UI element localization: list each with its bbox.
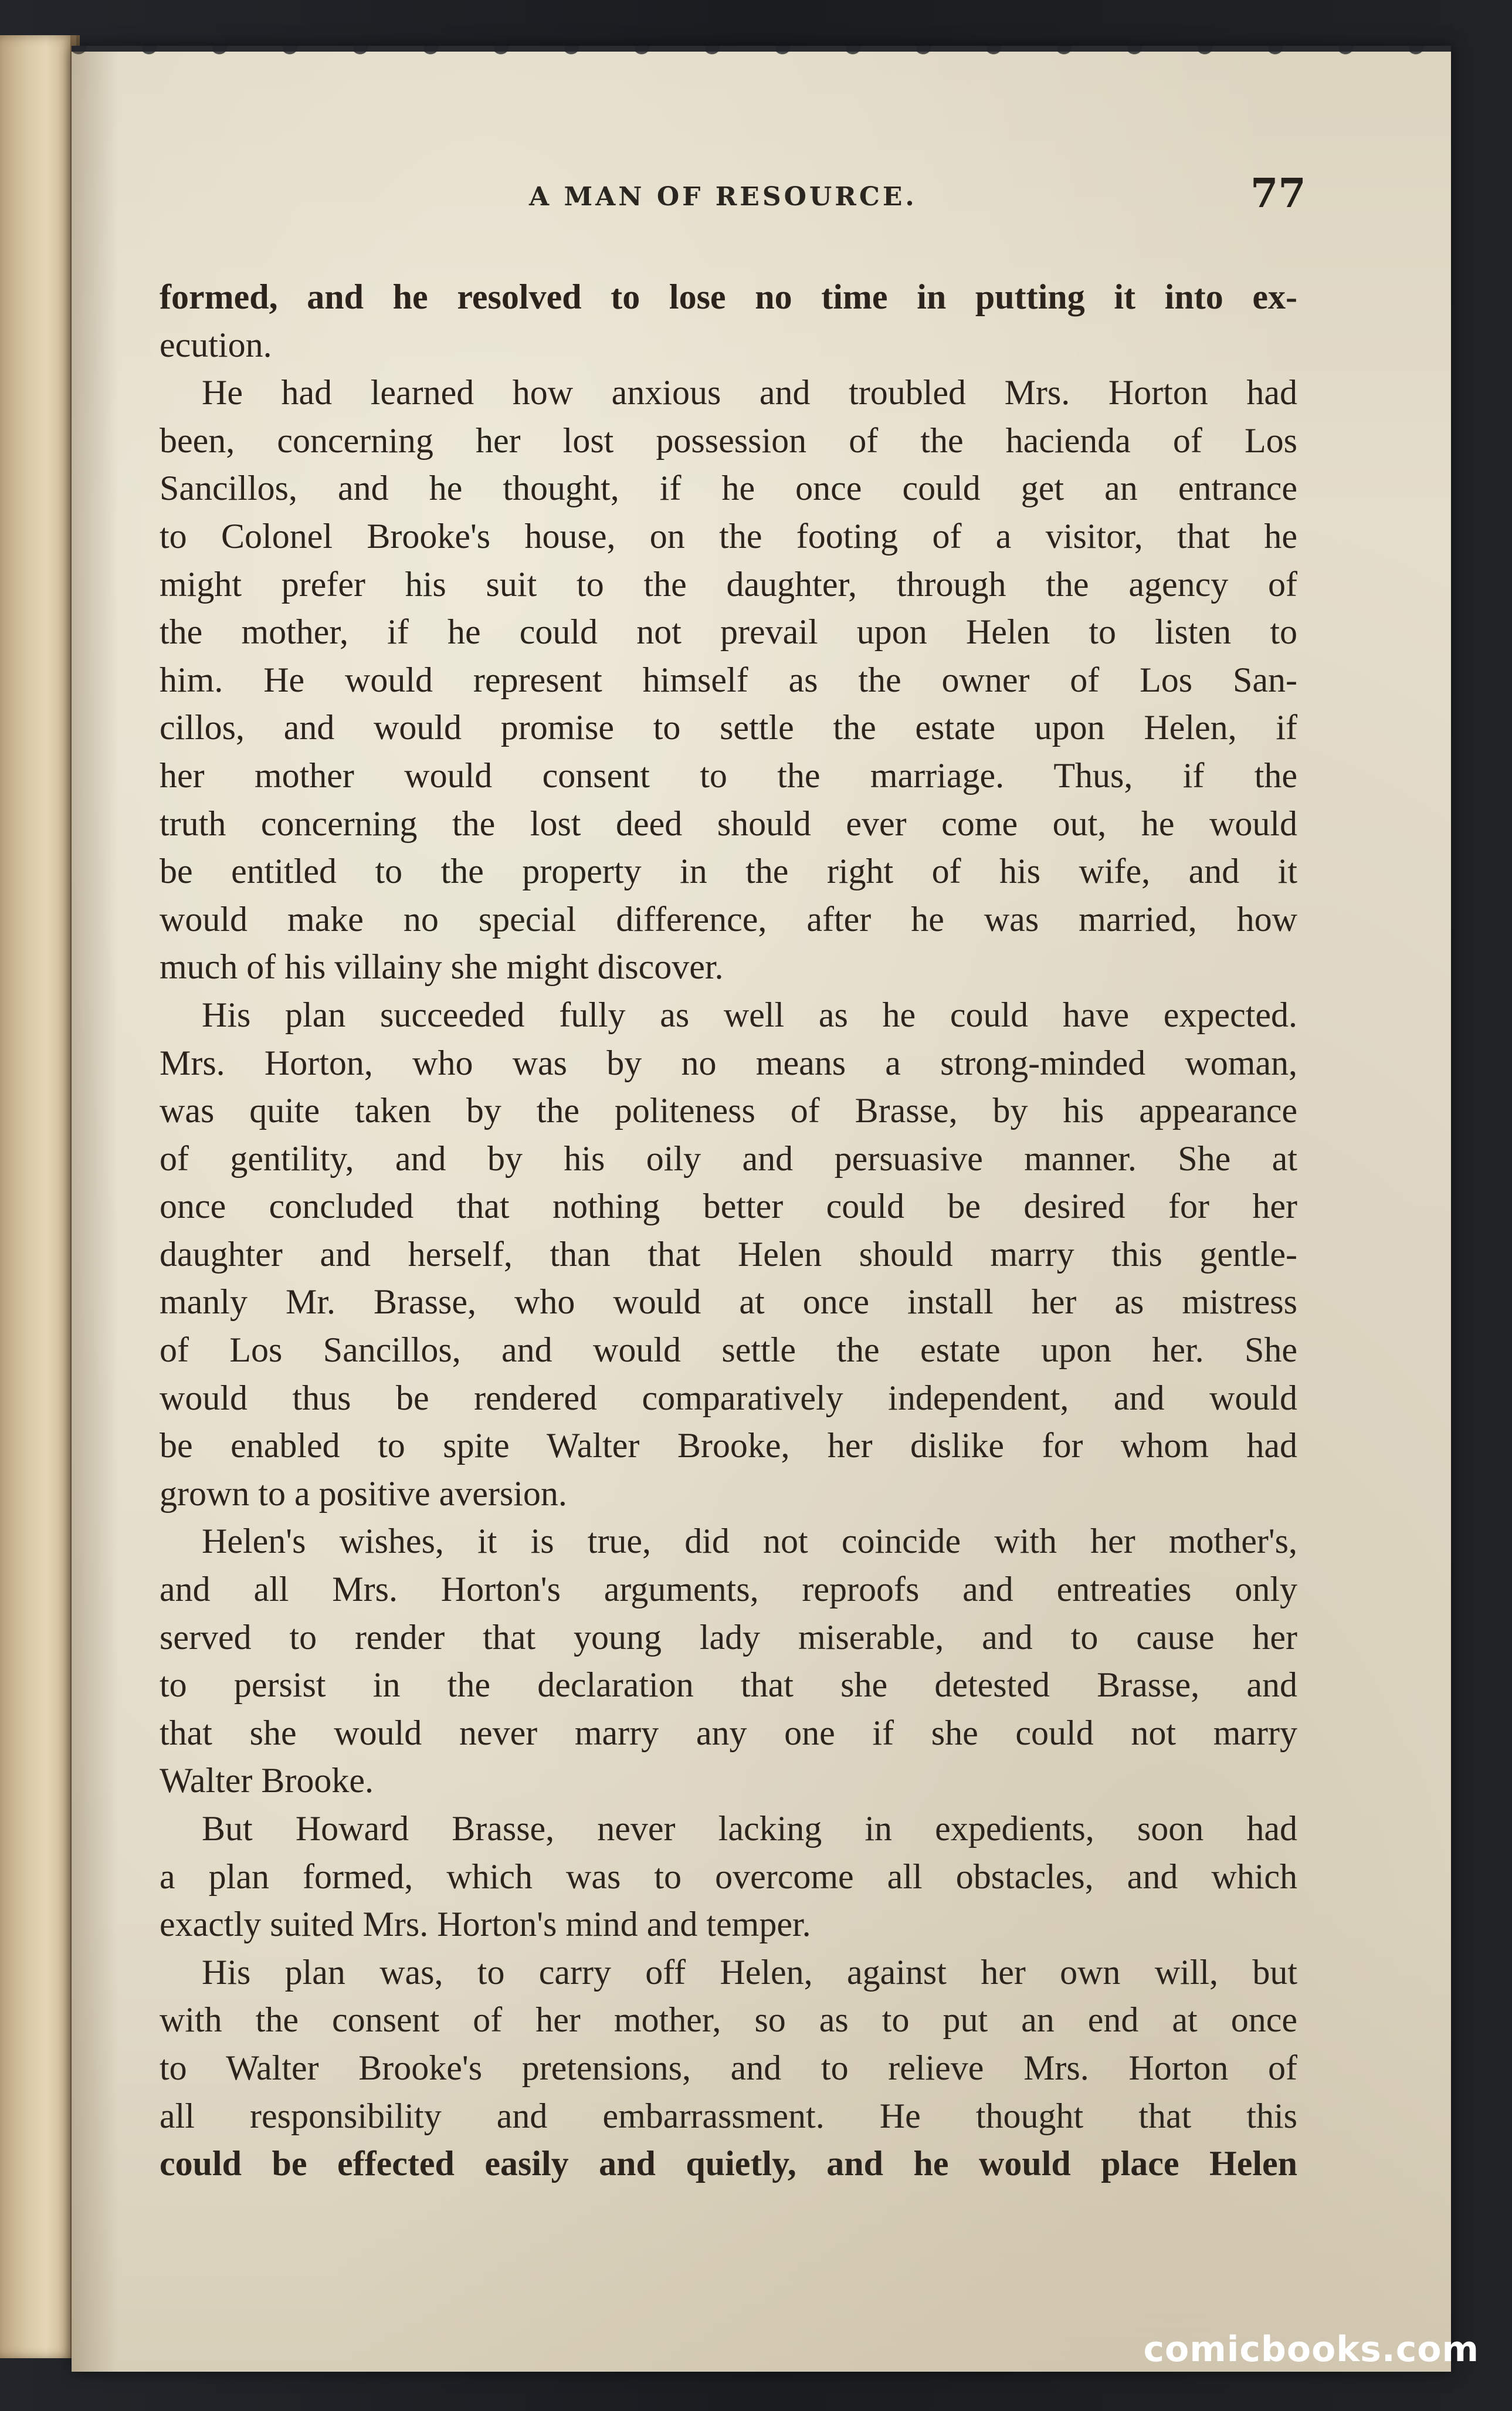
text-line: of Los Sancillos, and would settle the estate upon her. She xyxy=(160,1330,1297,1370)
text-line: He had learned how anxious and troubled Mrs. Horton had xyxy=(202,373,1297,412)
text-line: manly Mr. Brasse, who would at once install her as mistress xyxy=(160,1282,1297,1322)
text-line: to Colonel Brooke's house, on the footing of a visitor, that he xyxy=(160,516,1297,556)
text-line: a plan formed, which was to overcome all obstacles, and which xyxy=(160,1857,1297,1896)
text-line: that she would never marry any one if she could not marry xyxy=(160,1713,1297,1752)
page-number: 77 xyxy=(1250,170,1306,217)
text-line: and all Mrs. Horton's arguments, reproofs and entreaties only xyxy=(160,1570,1297,1609)
text-line: once concluded that nothing better could be desired for her xyxy=(160,1187,1297,1226)
running-head xyxy=(72,169,1451,222)
text-line: grown to a positive aversion. xyxy=(160,1474,567,1513)
text-line: been, concerning her lost possession of the hacienda of Los xyxy=(160,421,1297,460)
text-line: Walter Brooke. xyxy=(160,1761,374,1800)
text-line: His plan was, to carry off Helen, against her own will, but xyxy=(202,1952,1297,1992)
text-line: Sancillos, and he thought, if he once could get an entrance xyxy=(160,469,1297,508)
text-line: of gentility, and by his oily and persuasive manner. She at xyxy=(160,1139,1297,1178)
text-line: His plan succeeded fully as well as he could have expected. xyxy=(202,995,1297,1034)
text-line: truth concerning the lost deed should ever come out, he would xyxy=(160,804,1297,843)
text-line: would thus be rendered comparatively independent, and would xyxy=(160,1378,1297,1417)
text-line: would make no special difference, after he was married, how xyxy=(160,899,1297,939)
text-line: with the consent of her mother, so as to put an end at once xyxy=(160,2000,1297,2040)
text-line: But Howard Brasse, never lacking in expedients, soon had xyxy=(202,1809,1297,1848)
running-title: A MAN OF RESOURCE. xyxy=(529,182,917,212)
text-line: served to render that young lady miserable, and to cause her xyxy=(160,1617,1297,1657)
text-line: daughter and herself, than that Helen should marry this gentle- xyxy=(160,1234,1297,1274)
text-line: was quite taken by the politeness of Brasse, by his appearance xyxy=(160,1091,1297,1130)
text-line: the mother, if he could not prevail upon Helen to listen to xyxy=(160,612,1297,652)
text-line: Mrs. Horton, who was by no means a strong-minded woman, xyxy=(160,1043,1297,1082)
book-page xyxy=(72,46,1451,2372)
previous-page-edge xyxy=(0,35,80,2358)
text-line: all responsibility and embarrassment. He thought that this xyxy=(160,2096,1297,2135)
text-line: to persist in the declaration that she detested Brasse, and xyxy=(160,1665,1297,1705)
text-line: him. He would represent himself as the owner of Los San- xyxy=(160,660,1297,699)
text-line: formed, and he resolved to lose no time in putting it into ex- xyxy=(160,277,1297,316)
site-watermark: comicbooks.com xyxy=(1143,2329,1479,2370)
text-line: to Walter Brooke's pretensions, and to relieve Mrs. Horton of xyxy=(160,2048,1297,2087)
text-line: cillos, and would promise to settle the estate upon Helen, if xyxy=(160,708,1297,747)
text-line: ecution. xyxy=(160,325,272,364)
text-line: could be effected easily and quietly, and he would place Helen xyxy=(160,2144,1297,2183)
text-line: be entitled to the property in the right of his wife, and it xyxy=(160,852,1297,891)
text-line: might prefer his suit to the daughter, through the agency of xyxy=(160,564,1297,604)
text-line: much of his villainy she might discover. xyxy=(160,947,724,987)
text-line: Helen's wishes, it is true, did not coincide with her mother's, xyxy=(202,1522,1297,1561)
text-line: exactly suited Mrs. Horton's mind and temper. xyxy=(160,1905,811,1944)
text-line: her mother would consent to the marriage. Thus, if the xyxy=(160,756,1297,795)
text-line: be enabled to spite Walter Brooke, her dislike for whom had xyxy=(160,1426,1297,1465)
body-text xyxy=(160,273,1297,2188)
